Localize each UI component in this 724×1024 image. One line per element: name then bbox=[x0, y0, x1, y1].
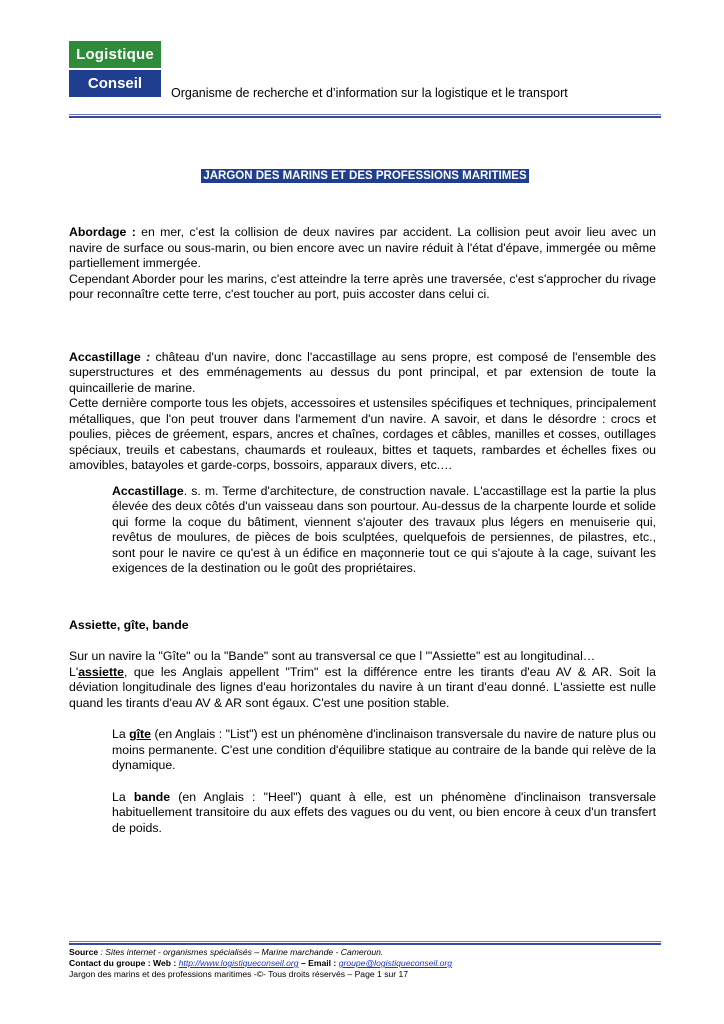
abordage-definition: en mer, c’est la collision de deux navires par accident. La collision peut avoir lieu avec un navire de surface ou sous-marin, ou bien encore avec un navire réduit à l'état d'épave, immergée ou même partiellement immergée. bbox=[69, 225, 656, 270]
accastillage-colon: : bbox=[140, 349, 151, 364]
assiette-term: assiette bbox=[78, 664, 124, 679]
gite-paragraph bbox=[112, 727, 656, 774]
gite-prefix: La bbox=[112, 727, 130, 741]
document-body bbox=[69, 225, 656, 836]
footer-contact-label: Contact du groupe : Web : bbox=[69, 958, 179, 968]
footer-source bbox=[69, 947, 669, 958]
abordage-paragraph-2: Cependant Aborder pour les marins, c'est atteindre la terre après une traversée, c'est s'approcher du rivage pour reconnaître cette terre, c'est toucher au port, puis accoster dans celui ci. bbox=[69, 271, 656, 301]
assiette-paragraph-2 bbox=[69, 665, 656, 712]
bande-prefix: La bbox=[112, 789, 134, 804]
org-tagline: Organisme de recherche et d’information sur la logistique et le transport bbox=[171, 86, 568, 100]
abordage-term: Abordage : bbox=[69, 225, 136, 239]
bande-term: bande bbox=[133, 789, 171, 804]
accastillage-quote bbox=[112, 484, 656, 577]
header-rule-thick bbox=[69, 116, 661, 118]
footer-rule-thick bbox=[69, 943, 661, 945]
accastillage-quote-text: . s. m. Terme d'architecture, de construction navale. L'accastillage est la partie la plus élevée des deux côtés d'un vaisseau dans son pourtour. Au-dessus de la charpente lourde et solide qui forme la coque du bâtiment, viennent s'ajouter des travaux plus légers en menuiserie qui, revêtus de moulures, de pièces de bois sculptées, quelquefois de persiennes, de pilastres, etc., sont pour le navire ce qu'est à un édifice en maçonnerie tout ce qui s'ajoute à la cage, suivant les exigences de la destination ou le goût des propriétaires. bbox=[112, 483, 656, 575]
page-footer bbox=[69, 947, 669, 980]
footer-source-label: Source bbox=[69, 947, 99, 957]
footer-copyright: Jargon des marins et des professions maritimes -©- Tous droits réservés – Page 1 sur 17 bbox=[69, 969, 409, 979]
assiette-heading: Assiette, gîte, bande bbox=[69, 617, 189, 632]
accastillage-paragraph-2: Cette dernière comporte tous les objets, accessoires et ustensiles spécifiques et techniques, principalement métalliques, que l'on peut trouver dans l'armement d'un navire. A savoir, et dans le désordre : crocs et poulies, pièces de gréement, espars, ancres et chaînes, cordages et câbles, manilles et cosses, outillages spéciaux, treuils et cabestans, chaumards et rouleaux, bittes et taquets, rambardes et échelles fixes ou amovibles, batayoles et garde-corps, bossoirs, apparaux divers, etc.… bbox=[69, 396, 656, 472]
assiette-definition: , que les Anglais appellent "Trim" est la différence entre les tirants d'eau AV & AR. Soit la déviation longitudinale des lignes d'eau horizontales du navire à un tirant d'eau donné. L'assiette est nulle quand les tirants d'eau AV & AR sont égaux. C'est une position stable. bbox=[69, 664, 656, 710]
gite-definition: (en Anglais : "List") est un phénomène d'inclinaison transversale du navire de nature plus ou moins permanente. C'est une condition d'équilibre statique au contraire de la bande qui relève de la dynamique. bbox=[112, 727, 656, 772]
accastillage-definition: château d'un navire, donc l'accastillage au sens propre, est composé de l'ensemble des superstructures et des emménagements au dessus du pont principal, et par extension de toute la quincaillerie de marine. bbox=[69, 349, 656, 395]
footer-source-text: : Sites internet - organismes spécialisés – Marine marchande - Cameroun. bbox=[98, 947, 384, 957]
bande-definition: (en Anglais : "Heel") quant à elle, est un phénomène d'inclinaison transversale habituellement transitoire du aux effets des vagues ou du vent, ou bien encore à ceux d'un transfert de poids. bbox=[112, 789, 656, 835]
logo-top: Logistique bbox=[69, 41, 161, 68]
logo-bottom: Conseil bbox=[69, 70, 161, 97]
footer-email-label: – Email : bbox=[298, 958, 339, 968]
footer-email-link[interactable]: groupe@logistiqueconseil.org bbox=[338, 958, 453, 968]
accastillage-term: Accastillage bbox=[69, 349, 141, 364]
footer-contact bbox=[69, 958, 669, 969]
accastillage-paragraph bbox=[69, 350, 656, 397]
assiette-paragraph-1: Sur un navire la "Gîte" ou la "Bande" sont au transversal ce que l '"Assiette" est au longitudinal… bbox=[69, 649, 596, 663]
logo bbox=[69, 41, 161, 97]
document-title bbox=[69, 166, 661, 184]
abordage-paragraph bbox=[69, 225, 656, 272]
header-rule bbox=[69, 114, 661, 115]
gite-term: gîte bbox=[129, 727, 151, 741]
footer-web-link[interactable]: http://www.logistiqueconseil.org bbox=[178, 958, 299, 968]
assiette-prefix: L' bbox=[69, 664, 79, 679]
footer-rule bbox=[69, 941, 661, 942]
accastillage-quote-term: Accastillage bbox=[112, 483, 184, 498]
bande-paragraph bbox=[112, 790, 656, 837]
document-title-text: JARGON DES MARINS ET DES PROFESSIONS MARITIMES bbox=[203, 170, 527, 182]
